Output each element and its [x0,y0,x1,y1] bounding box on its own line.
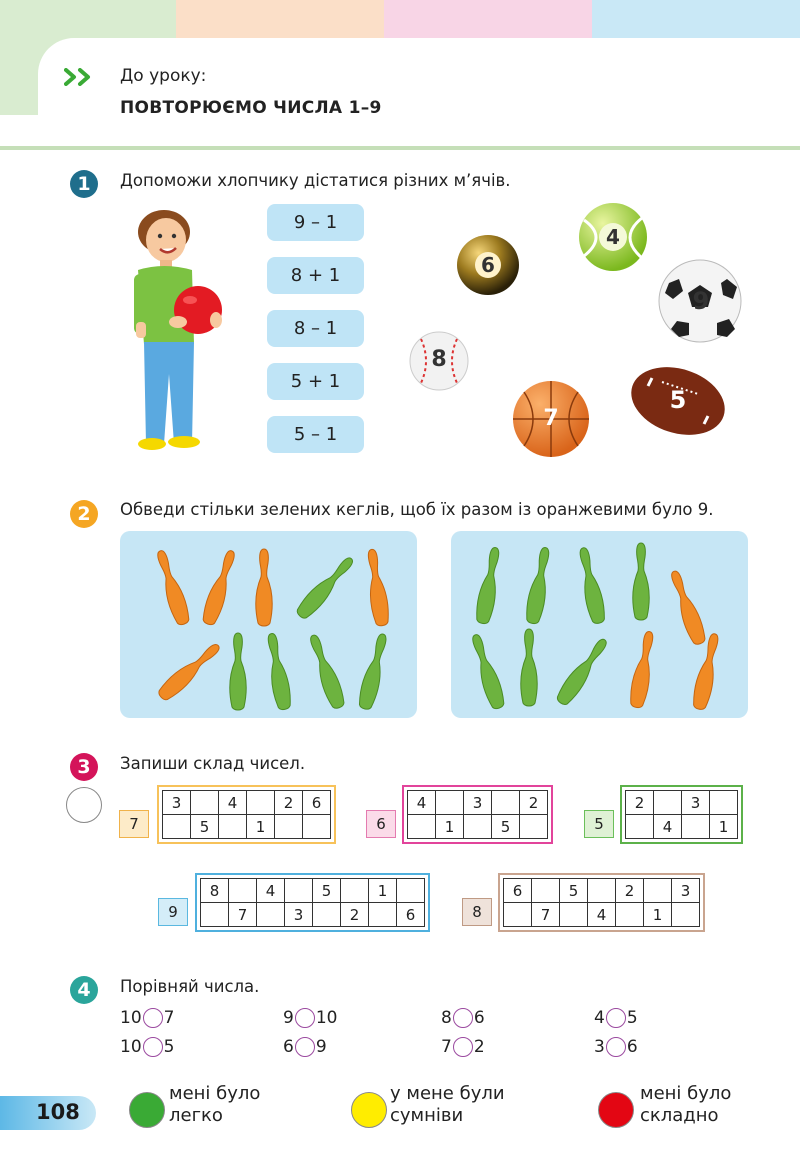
basketball-number: 7 [543,406,559,431]
grid-cell[interactable] [560,903,588,927]
grid-cell[interactable]: 8 [201,879,229,903]
grid-cell[interactable]: 1 [436,815,464,839]
self-check-circle[interactable] [66,787,102,823]
compare-circle[interactable] [453,1037,473,1057]
grid-cell[interactable] [532,879,560,903]
grid-cell[interactable]: 4 [257,879,285,903]
billiard-ball-number: 6 [481,253,495,277]
grid-cell[interactable]: 7 [229,903,257,927]
grid-cell[interactable] [201,903,229,927]
expression-card: 8 – 1 [267,310,364,347]
legend-circle-hard[interactable] [598,1092,634,1128]
grid-cell[interactable] [247,791,275,815]
task-4-number: 4 [70,976,98,1004]
grid-cell[interactable]: 2 [626,791,654,815]
grid-cell[interactable]: 6 [303,791,331,815]
american-football [628,364,728,438]
compare-item: 3 6 [594,1037,638,1057]
grid-cell[interactable] [520,815,548,839]
boy-illustration [124,204,234,458]
grid-cell[interactable]: 5 [492,815,520,839]
grid-cell[interactable]: 5 [313,879,341,903]
compare-item: 10 7 [120,1008,175,1028]
grid-cell[interactable]: 1 [644,903,672,927]
grid-cell[interactable] [303,815,331,839]
grid-cell[interactable]: 7 [532,903,560,927]
grid-cell[interactable] [285,879,313,903]
grid-cell[interactable] [219,815,247,839]
grid-cell[interactable]: 3 [163,791,191,815]
soccer-ball-number: 9 [692,287,710,315]
expression-card: 8 + 1 [267,257,364,294]
grid-cell[interactable] [616,903,644,927]
composition-grid-5 [620,785,743,844]
expression-card: 9 – 1 [267,204,364,241]
grid-cell[interactable]: 3 [682,791,710,815]
compare-circle[interactable] [606,1037,626,1057]
number-box-9: 9 [158,898,188,926]
grid-cell[interactable]: 2 [520,791,548,815]
grid-cell[interactable] [626,815,654,839]
header-strip-orange [176,0,384,38]
pins-panel-left [120,531,417,718]
compare-circle[interactable] [295,1008,315,1028]
pins-panel-right [451,531,748,718]
grid-cell[interactable]: 4 [219,791,247,815]
grid-cell[interactable] [682,815,710,839]
lesson-title: ПОВТОРЮЄМО ЧИСЛА 1–9 [120,98,382,118]
grid-cell[interactable]: 1 [710,815,738,839]
number-box-7: 7 [119,810,149,838]
compare-circle[interactable] [606,1008,626,1028]
header-white-panel [38,38,800,148]
grid-cell[interactable] [672,903,700,927]
grid-cell[interactable] [436,791,464,815]
grid-cell[interactable] [408,815,436,839]
grid-cell[interactable]: 1 [369,879,397,903]
tennis-ball [578,202,648,272]
chevrons-icon [64,68,104,90]
grid-cell[interactable]: 3 [672,879,700,903]
grid-cell[interactable] [464,815,492,839]
to-lesson-label: До уроку: [120,66,207,86]
grid-cell[interactable]: 3 [464,791,492,815]
grid-cell[interactable] [710,791,738,815]
compare-circle[interactable] [453,1008,473,1028]
task-3-number: 3 [70,753,98,781]
grid-cell[interactable]: 2 [341,903,369,927]
grid-cell[interactable] [397,879,425,903]
grid-cell[interactable] [654,791,682,815]
header-divider [0,146,800,150]
legend-circle-easy[interactable] [129,1092,165,1128]
compare-circle[interactable] [143,1008,163,1028]
grid-cell[interactable]: 3 [285,903,313,927]
legend-doubt-text: у мене були сумніви [390,1083,505,1126]
grid-cell[interactable]: 5 [560,879,588,903]
composition-grid-6 [402,785,553,844]
grid-cell[interactable]: 4 [588,903,616,927]
compare-circle[interactable] [295,1037,315,1057]
composition-grid-9 [195,873,430,932]
page-number: 108 [36,1100,80,1124]
tennis-ball-number: 4 [606,225,620,249]
task-4-instruction: Порівняй числа. [120,977,260,996]
baseball [409,331,469,391]
number-box-6: 6 [366,810,396,838]
grid-cell[interactable] [504,903,532,927]
compare-circle[interactable] [143,1037,163,1057]
american-football-number: 5 [669,386,687,414]
task-3-instruction: Запиши склад чисел. [120,754,306,773]
task-2-instruction: Обведи стільки зелених кеглів, щоб їх разом із оранжевими було 9. [120,500,714,519]
grid-cell[interactable]: 5 [191,815,219,839]
grid-cell[interactable]: 2 [275,791,303,815]
composition-grid-7 [157,785,336,844]
compare-item: 9 10 [283,1008,338,1028]
grid-cell[interactable] [191,791,219,815]
number-box-5: 5 [584,810,614,838]
grid-cell[interactable]: 2 [616,879,644,903]
expression-card: 5 – 1 [267,416,364,453]
compare-item: 7 2 [441,1037,485,1057]
compare-item: 4 5 [594,1008,638,1028]
grid-cell[interactable] [257,903,285,927]
task-1-instruction: Допоможи хлопчику дістатися різних м’ячів. [120,171,511,190]
soccer-ball [657,259,743,343]
grid-cell[interactable] [229,879,257,903]
grid-cell[interactable] [369,903,397,927]
grid-cell[interactable]: 6 [504,879,532,903]
legend-easy-text: мені було легко [169,1083,261,1126]
baseball-number: 8 [431,347,447,372]
task-2-number: 2 [70,500,98,528]
expression-card: 5 + 1 [267,363,364,400]
legend-circle-doubt[interactable] [351,1092,387,1128]
grid-cell[interactable] [275,815,303,839]
compare-item: 10 5 [120,1037,175,1057]
grid-cell[interactable]: 1 [247,815,275,839]
grid-cell[interactable] [644,879,672,903]
header-strip-pink [384,0,592,38]
grid-cell[interactable] [163,815,191,839]
grid-cell[interactable]: 4 [654,815,682,839]
grid-cell[interactable]: 6 [397,903,425,927]
grid-cell[interactable]: 4 [408,791,436,815]
grid-cell[interactable] [492,791,520,815]
basketball [512,380,590,458]
billiard-ball [456,234,520,296]
grid-cell[interactable] [313,903,341,927]
grid-cell[interactable] [341,879,369,903]
task-1-number: 1 [70,170,98,198]
legend-hard-text: мені було складно [640,1083,732,1126]
grid-cell[interactable] [588,879,616,903]
compare-item: 8 6 [441,1008,485,1028]
number-box-8: 8 [462,898,492,926]
composition-grid-8 [498,873,705,932]
compare-item: 6 9 [283,1037,327,1057]
header-strip-blue [592,0,800,38]
